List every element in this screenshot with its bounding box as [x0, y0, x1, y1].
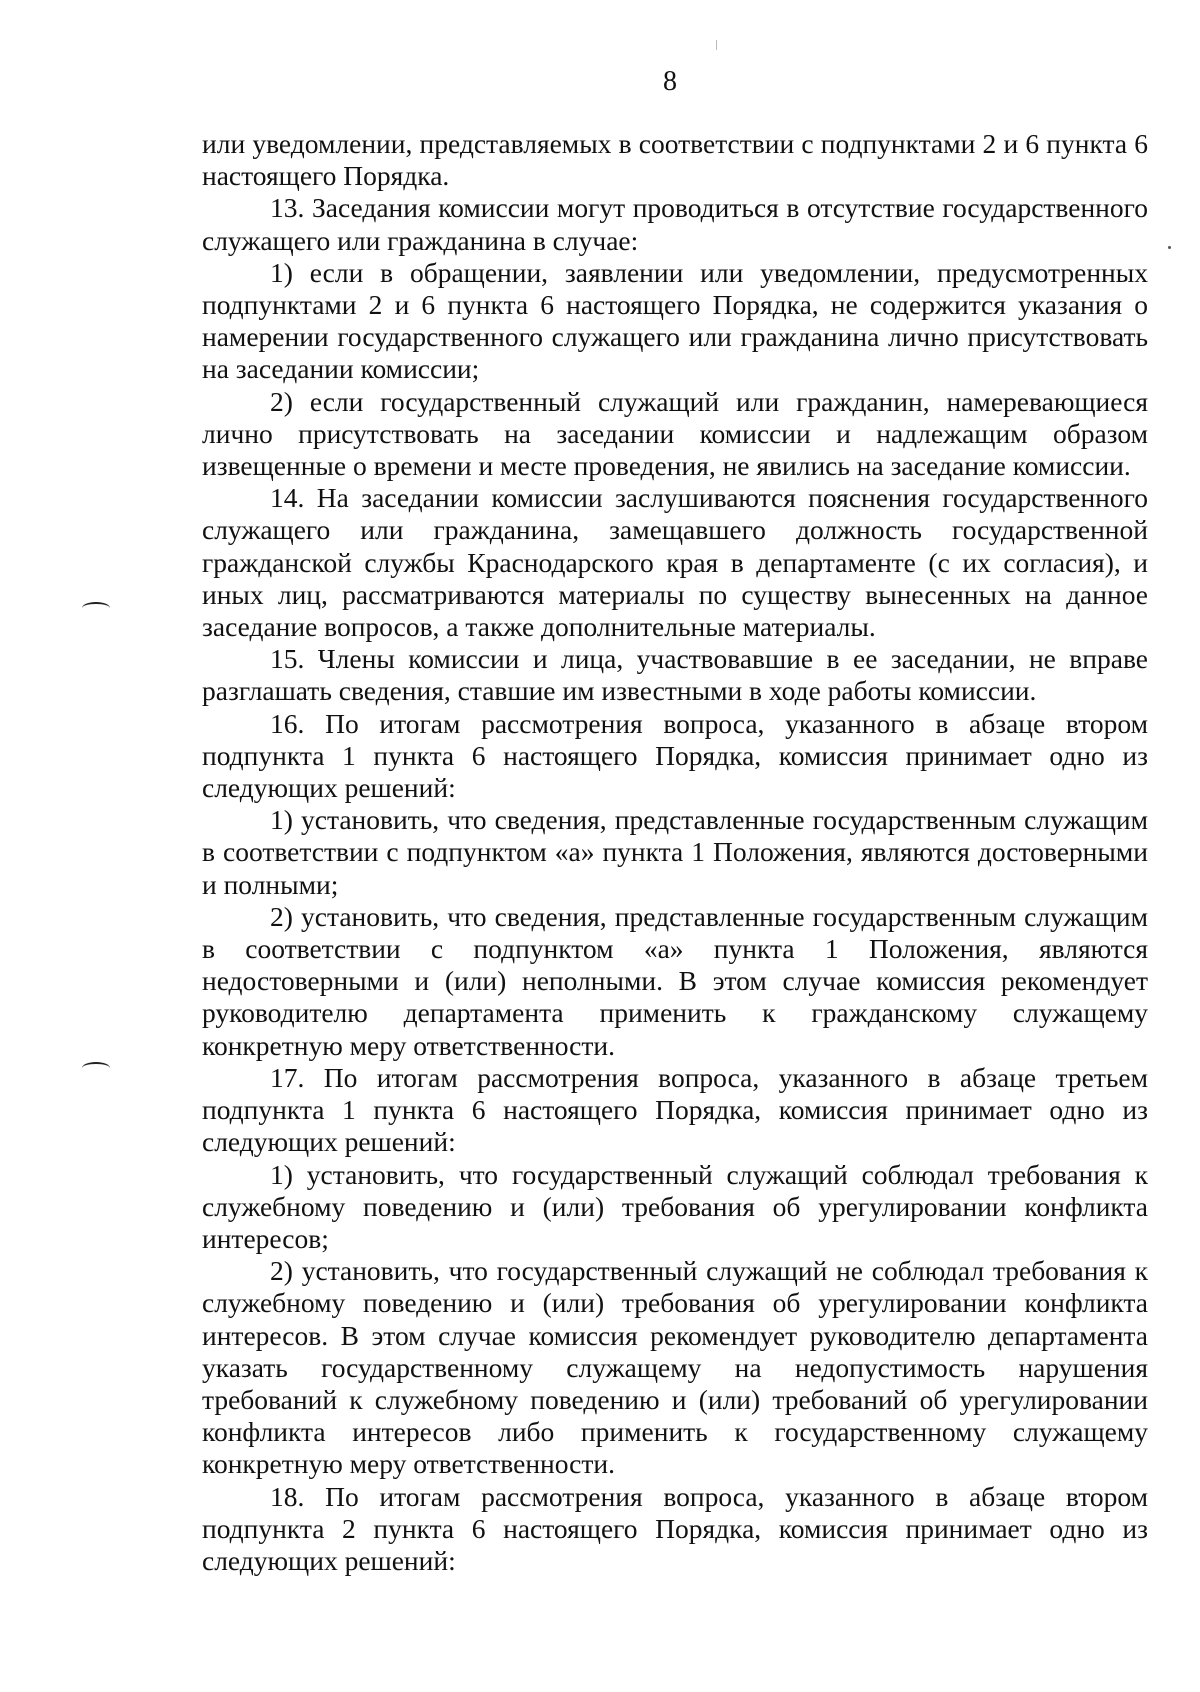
binder-hole-mark-bottom [82, 1062, 110, 1074]
document-body [202, 128, 1148, 1577]
scan-hairline [716, 40, 717, 50]
paragraph-continuation: или уведомлении, представляемых в соответствии с подпунктами 2 и 6 пункта 6 настоящего Порядка. [202, 128, 1148, 192]
paragraph-17-item-2: 2) установить, что государственный служащий не соблюдал требования к служебному поведению и (или) требования об урегулировании конфликта интересов. В этом случае комиссия рекомендует руководителю департамента указать государственному служащему на недопустимость нарушения требований к служебному поведению и (или) требований об урегулировании конфликта интересов либо применить к государственному служащему конкретную меру ответственности. [202, 1255, 1148, 1480]
paragraph-16-item-1: 1) установить, что сведения, представленные государственным служащим в соответствии с подпунктом «а» пункта 1 Положения, являются достоверными и полными; [202, 804, 1148, 900]
paragraph-16-item-2: 2) установить, что сведения, представленные государственным служащим в соответствии с подпунктом «а» пункта 1 Положения, являются недостоверными и (или) неполными. В этом случае комиссия рекомендует руководителю департамента применить к гражданскому служащему конкретную меру ответственности. [202, 900, 1148, 1061]
page-number: 8 [663, 66, 677, 97]
binder-hole-mark-top [82, 602, 110, 614]
paragraph-14: 14. На заседании комиссии заслушиваются пояснения государственного служащего или гражданина, замещавшего должность государственной гражданской службы Краснодарского края в департаменте (с их согласия), и иных лиц, рассматриваются материалы по существу вынесенных на данное заседание вопросов, а также дополнительные материалы. [202, 482, 1148, 643]
paragraph-17-item-1: 1) установить, что государственный служащий соблюдал требования к служебному поведению и (или) требования об урегулировании конфликта интересов; [202, 1158, 1148, 1254]
paragraph-13-item-1: 1) если в обращении, заявлении или уведомлении, предусмотренных подпунктами 2 и 6 пункта 6 настоящего Порядка, не содержится указания о намерении государственного служащего или гражданина лично присутствовать на заседании комиссии; [202, 256, 1148, 385]
scan-speck [1168, 246, 1171, 249]
paragraph-13-item-2: 2) если государственный служащий или гражданин, намеревающиеся лично присутствовать на заседании комиссии и надлежащим образом извещенные о времени и месте проведения, не явились на заседание комиссии. [202, 385, 1148, 482]
paragraph-17: 17. По итогам рассмотрения вопроса, указанного в абзаце третьем подпункта 1 пункта 6 настоящего Порядка, комиссия принимает одно из следующих решений: [202, 1061, 1148, 1158]
paragraph-15: 15. Члены комиссии и лица, участвовавшие в ее заседании, не вправе разглашать сведения, ставшие им известными в ходе работы комиссии. [202, 643, 1148, 707]
paragraph-18: 18. По итогам рассмотрения вопроса, указанного в абзаце втором подпункта 2 пункта 6 настоящего Порядка, комиссия принимает одно из следующих решений: [202, 1480, 1148, 1576]
paragraph-16: 16. По итогам рассмотрения вопроса, указанного в абзаце втором подпункта 1 пункта 6 настоящего Порядка, комиссия принимает одно из следующих решений: [202, 707, 1148, 804]
paragraph-13: 13. Заседания комиссии могут проводиться в отсутствие государственного служащего или гражданина в случае: [202, 192, 1148, 256]
